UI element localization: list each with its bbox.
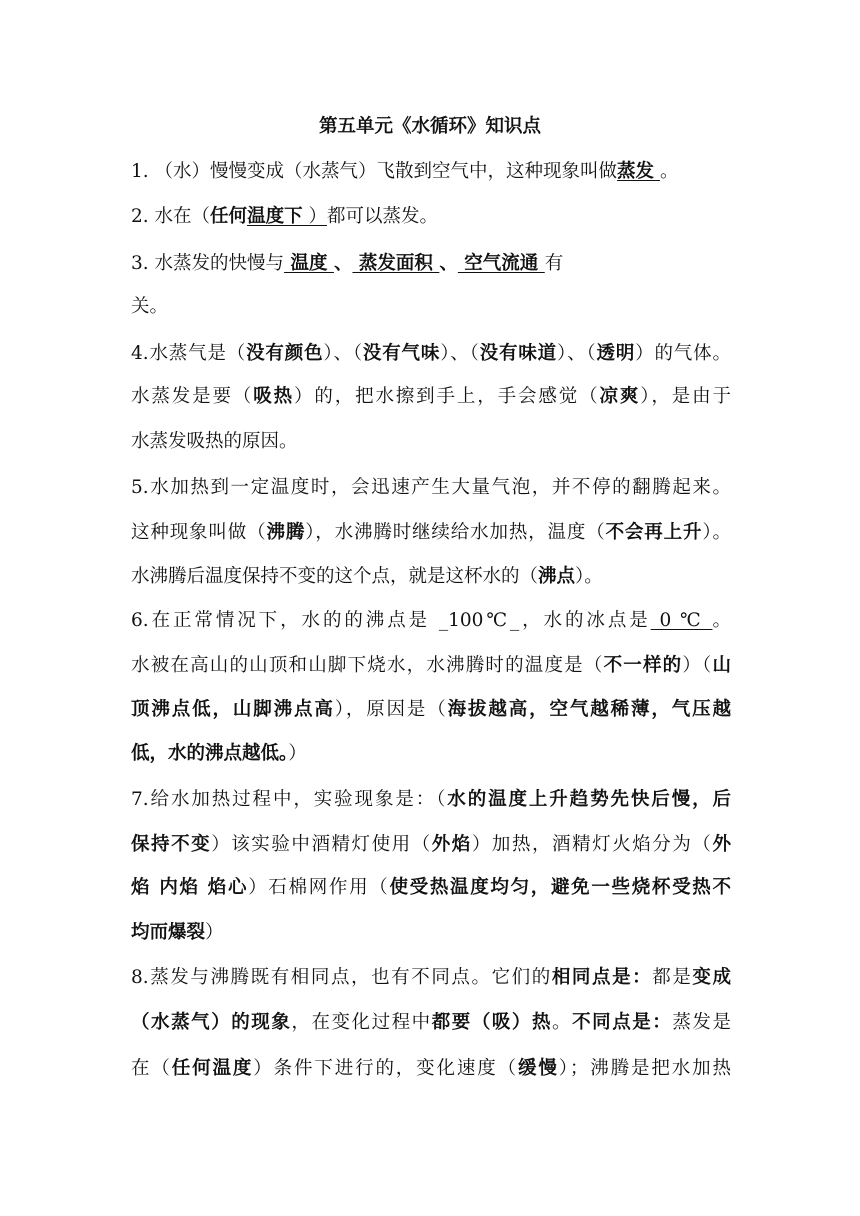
text-line [131,428,731,456]
text-run: 蒸发是 [672,1012,731,1033]
bold-answer: 蒸发面积 [352,253,440,274]
text-line [131,158,731,186]
bold-answer: 沸点 [538,566,576,587]
text-run: 。 [712,610,731,631]
bold-answer: 均而爆裂 [131,922,206,943]
text-run: 1. （水）慢慢变成（水蒸气）飞散到空气中，这种现象叫做 [131,161,618,182]
text-run: 。 [552,1012,573,1033]
bold-answer: 海拔越高，空气越稀薄，气压越 [447,699,731,720]
bold-answer: 温度下 [247,206,303,227]
bold-answer: 外 [712,834,731,855]
bold-answer: 不一样的 [603,655,683,676]
text-run: ） [302,206,327,227]
bold-answer: 透明 [596,343,636,364]
bold-answer: 变成 [692,967,731,988]
text-run: 5.水加热到一定温度时，会迅速产生大量气泡，并不停的翻腾起来。 [131,477,731,498]
text-run: 2. 水在（ [131,206,211,227]
text-run: ）。 [702,522,731,543]
text-run: 。 [659,161,679,182]
text-run: 都可以蒸发。 [326,206,438,227]
text-line [131,250,731,278]
bold-answer: 相同点是： [551,967,653,988]
text-line [131,1055,731,1083]
text-run: 水蒸发是要（ [131,386,254,407]
bold-answer: 蒸发 [617,161,655,182]
bold-answer: 都要（吸）热 [431,1012,553,1033]
text-run: ）、（ [440,343,480,364]
text-line [131,652,731,680]
text-run: ）的，把水擦到手上，手会感觉（ [293,386,600,407]
bold-answer: 空气流通 [457,253,545,274]
text-run: ）。 [575,566,603,587]
text-line [131,874,731,902]
text-run: 在（ [131,1058,172,1079]
text-line [131,786,731,814]
bold-answer: 凉爽 [599,386,641,407]
text-line [131,964,731,992]
text-run: _100℃_ [438,610,520,631]
text-run: ），是由于 [640,386,731,407]
bold-answer: 焰 内焰 焰心 [131,877,249,898]
bold-answer: （水蒸气）的现象 [131,1012,292,1033]
text-run: ）该实验中酒精灯使用（ [211,834,432,855]
page-title: 第五单元《水循环》知识点 [318,116,541,137]
bold-answer: 使受热温度均匀，避免一些烧杯受热不 [389,877,731,898]
text-line [131,607,731,635]
text-run: 8.蒸发与沸腾既有相同点，也有不同点。它们的 [131,967,552,988]
bold-answer: 吸热 [253,386,294,407]
text-run: 0 ℃ [650,610,713,631]
text-run: ，在变化过程中 [291,1012,432,1033]
bold-answer: 沸腾 [266,522,306,543]
text-line [131,203,731,231]
bold-answer: 缓慢 [518,1058,559,1079]
text-run: ）、（ [557,343,597,364]
text-run: ，水的冰点是 [519,610,651,631]
bold-answer: 、 [333,253,353,274]
bold-answer: 温度 [284,253,334,274]
text-line [131,831,731,859]
bold-answer: 没有气味 [362,343,441,364]
text-run: ） [288,743,307,764]
text-run: 有 [544,253,564,274]
text-run: ）石棉网作用（ [248,877,390,898]
text-run: 关。 [131,296,169,317]
bold-answer: 不同点是： [572,1012,673,1033]
text-line [131,474,731,502]
bold-answer: 没有味道 [479,343,558,364]
text-line [131,740,731,768]
text-run: ），原因是（ [334,699,448,720]
text-run: 6.在正常情况下，水的的沸点是 [131,610,439,631]
bold-answer: 水的温度上升趋势先快后慢，后 [447,789,731,810]
text-run: 水被在高山的山顶和山脚下烧水，水沸腾时的温度是（ [131,655,604,676]
text-run: 都是 [652,967,693,988]
text-run: 这种现象叫做（ [131,522,267,543]
bold-answer: 山 [712,655,731,676]
bold-answer: 、 [439,253,458,274]
text-line [131,293,731,321]
text-run: ）的气体。 [635,343,731,364]
text-run: 4.水蒸气是（ [131,343,247,364]
text-line [131,519,731,547]
text-line [131,919,731,947]
text-line [131,1009,731,1037]
bold-answer: 没有颜色 [246,343,324,364]
text-line [131,340,731,368]
bold-answer: 不会再上升 [605,522,703,543]
bold-answer: 顶沸点低，山脚沸点高 [131,699,335,720]
bold-answer: 低，水的沸点越低。 [131,743,289,764]
text-line [131,383,731,411]
text-run: 7.给水加热过程中，实验现象是：（ [131,789,448,810]
bold-answer: 保持不变 [131,834,212,855]
text-line [131,563,731,591]
text-run: ）（ [682,655,713,676]
text-run: ）、（ [323,343,363,364]
bold-answer: 任何 [210,206,248,227]
text-run: ）加热，酒精灯火焰分为（ [471,834,713,855]
bold-answer: 外焰 [431,834,472,855]
text-run: ） [205,922,224,943]
bold-answer: 任何温度 [171,1058,254,1079]
text-line [131,696,731,724]
text-run: ）条件下进行的，变化速度（ [253,1058,519,1079]
text-run: 3. 水蒸发的快慢与 [131,253,285,274]
text-run: 水沸腾后温度保持不变的这个点，就是这杯水的（ [131,566,539,587]
text-run: ），水沸腾时继续给水加热，温度（ [305,522,606,543]
text-run: 水蒸发吸热的原因。 [131,431,298,452]
text-run: ）；沸腾是把水加热 [558,1058,731,1079]
